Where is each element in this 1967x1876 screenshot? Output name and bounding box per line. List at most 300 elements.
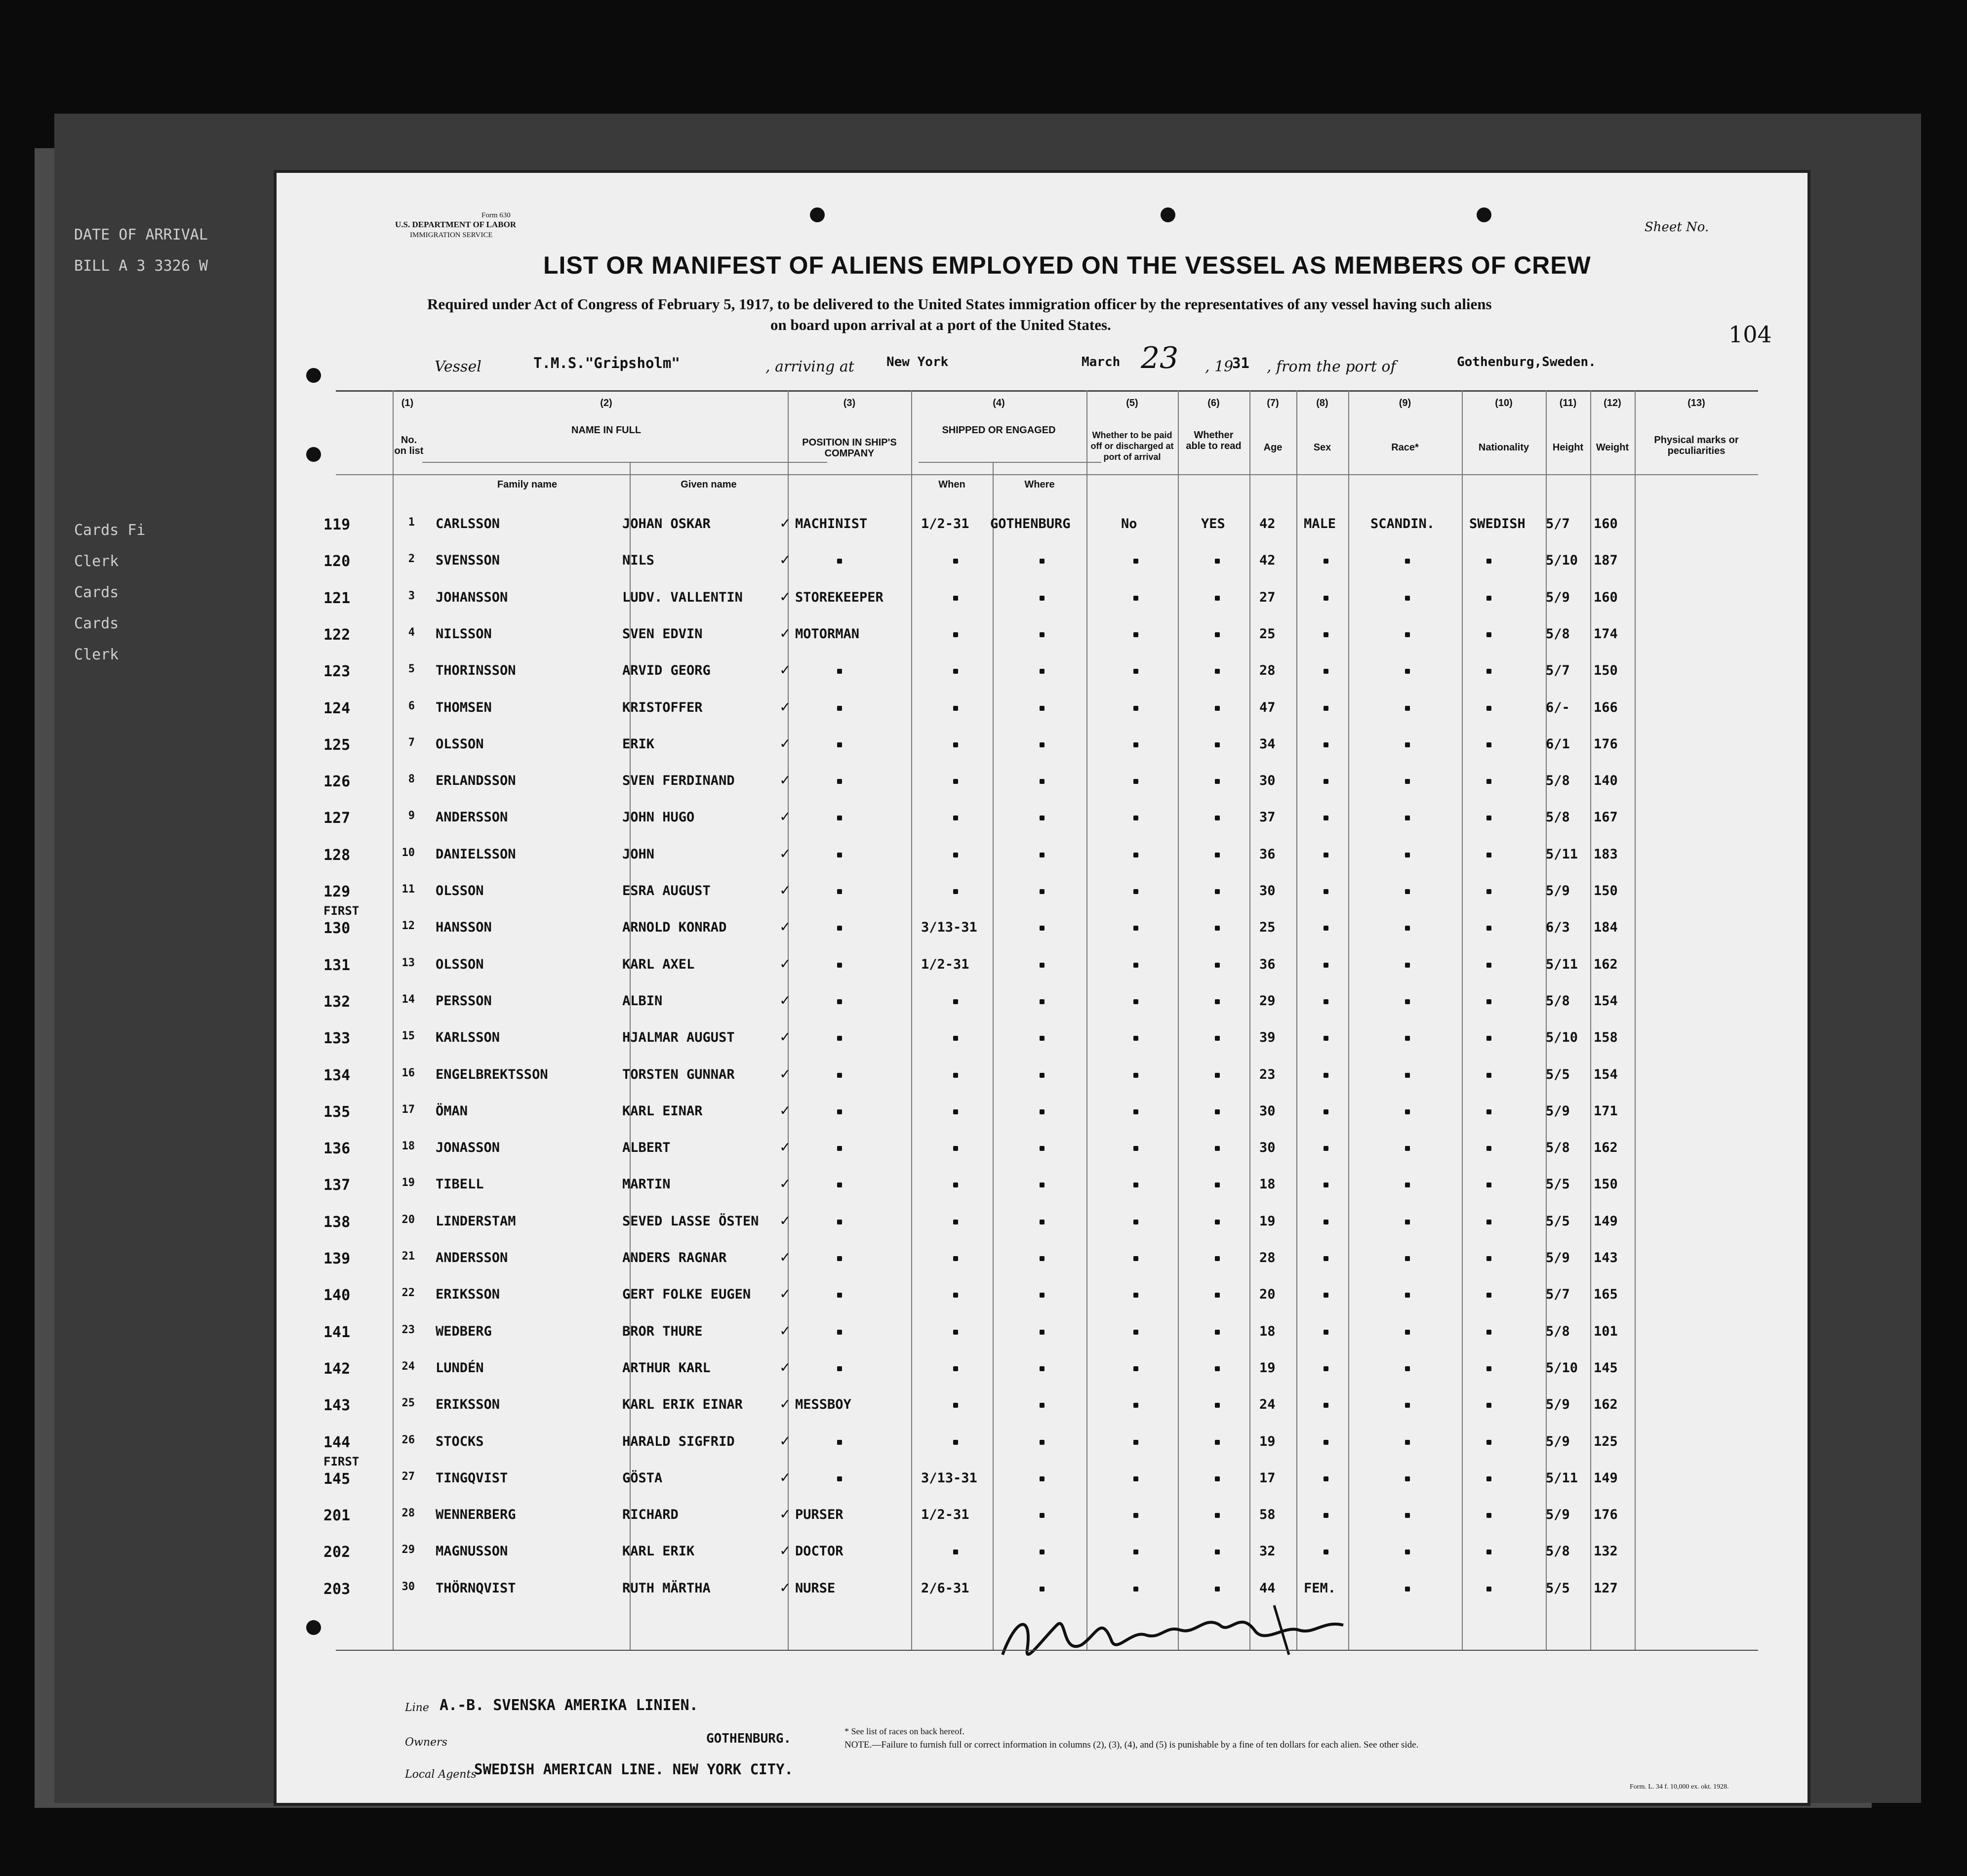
ditto-mark [1133,816,1138,820]
cell-height: 6/- [1546,699,1570,715]
ditto-mark [953,596,958,601]
cell-age: 47 [1259,699,1276,715]
ditto-mark [1324,596,1328,601]
ditto-mark [1324,1366,1328,1371]
ditto-mark [953,853,958,857]
ditto-mark [1486,1183,1491,1187]
ditto-mark [837,1183,842,1187]
cell-height: 5/9 [1546,883,1570,898]
ditto-mark [1405,1476,1410,1481]
cell-age: 25 [1259,920,1276,936]
ditto-mark [837,1109,842,1114]
ditto-mark [1486,1146,1491,1151]
ditto-mark [953,706,958,711]
ditto-mark [1486,1330,1491,1335]
cell-height: 5/5 [1546,1177,1570,1192]
cell-no: 26 [401,1433,415,1446]
ditto-mark [1133,1476,1138,1481]
ditto-mark [1324,963,1328,968]
ditto-mark [1324,779,1328,784]
cell-given: GÖSTA [622,1470,663,1486]
ditto-mark [1324,1256,1328,1261]
cell-given: ERIK [622,736,655,752]
cell-age: 27 [1259,589,1276,605]
cell-family: THOMSEN [436,699,492,715]
cell-age: 42 [1259,516,1276,531]
ditto-mark [1040,559,1044,564]
col13-num: (13) [1687,398,1705,408]
ditto-mark [1040,706,1044,711]
cell-weight: 187 [1594,553,1618,569]
cell-weight: 176 [1594,1507,1618,1523]
cell-family: JOHANSSON [436,589,508,605]
cell-no: 8 [408,773,415,786]
cell-weight: 162 [1594,1397,1618,1413]
cell-height: 6/1 [1546,736,1570,752]
cell-given: SEVED LASSE ÖSTEN [622,1213,759,1229]
col8-num: (8) [1316,398,1328,408]
cell-age: 17 [1259,1470,1276,1486]
row-ref-number: 126 [323,773,351,791]
col2-given-header: Given name [681,479,737,490]
cell-age: 34 [1259,736,1276,752]
cell-age: 30 [1259,1103,1276,1119]
check-mark-icon: ✓ [780,990,790,1009]
cell-no: 18 [401,1140,415,1153]
page-number: 104 [1728,321,1772,348]
cell-given: SVEN EDVIN [622,626,703,642]
cell-height: 5/5 [1546,1213,1570,1229]
check-mark-icon: ✓ [780,1357,790,1376]
row-ref-number: 143 [323,1397,351,1415]
col5-num: (5) [1126,398,1138,408]
check-mark-icon: ✓ [780,550,790,569]
cards-line-4: Cards [74,615,119,632]
ditto-mark [1486,1403,1491,1408]
left-strip [74,212,262,706]
ditto-mark [1324,706,1328,711]
row-note: FIRST [323,904,360,918]
row-ref-number: 129 [323,883,351,900]
cell-height: 5/8 [1546,810,1570,825]
cell-position: MACHINIST [795,516,868,531]
col-rule [1348,390,1349,1650]
ditto-mark [1324,1440,1328,1445]
cell-no: 19 [401,1177,415,1189]
agents-value: SWEDISH AMERICAN LINE. NEW YORK CITY. [474,1761,794,1778]
ditto-mark [1324,1146,1328,1151]
cell-height: 5/9 [1546,1103,1570,1119]
cell-no: 28 [401,1507,415,1520]
check-mark-icon: ✓ [780,1137,790,1156]
ditto-mark [1405,596,1410,601]
ditto-mark [1040,1220,1044,1224]
cell-sex: MALE [1304,516,1336,531]
ditto-mark [1215,1403,1220,1408]
ditto-mark [1405,742,1410,747]
cell-when: 3/13-31 [921,1470,977,1486]
table-bottom-rule [336,1650,1758,1651]
ditto-mark [1040,1183,1044,1187]
ditto-mark [1405,706,1410,711]
col12-num: (12) [1604,398,1621,408]
cell-height: 5/5 [1546,1066,1570,1082]
check-mark-icon: ✓ [780,513,790,532]
check-mark-icon: ✓ [780,1027,790,1046]
cell-given: LUDV. VALLENTIN [622,589,743,605]
cell-weight: 101 [1594,1323,1618,1339]
ditto-mark [837,926,842,931]
check-mark-icon: ✓ [780,880,790,899]
check-mark-icon: ✓ [780,1174,790,1193]
cell-weight: 132 [1594,1544,1618,1559]
cell-height: 5/10 [1546,1030,1578,1046]
ditto-mark [1405,1403,1410,1408]
penalty-note: NOTE.—Failure to furnish full or correct information in columns (2), (3), (4), and (5) is punishable by a fine of ten dollars for each alien. See other side. [844,1740,1419,1750]
cell-age: 18 [1259,1323,1276,1339]
ditto-mark [1040,1146,1044,1151]
cell-height: 5/7 [1546,516,1570,531]
ditto-mark [1040,926,1044,931]
ditto-mark [953,1330,958,1335]
ditto-mark [1215,706,1220,711]
cell-height: 5/11 [1546,956,1578,972]
ditto-mark [1486,1256,1491,1261]
ditto-mark [1405,999,1410,1004]
cards-line-3: Cards [74,584,119,601]
row-ref-number: 140 [323,1287,351,1305]
ditto-mark [953,1073,958,1078]
ditto-mark [1040,1073,1044,1078]
punch-hole [306,1620,321,1635]
ditto-mark [1405,559,1410,564]
manifest-title: LIST OR MANIFEST OF ALIENS EMPLOYED ON THE VESSEL AS MEMBERS OF CREW [543,251,1591,279]
cell-family: LINDERSTAM [436,1213,516,1229]
ditto-mark [1215,669,1220,674]
cell-family: OLSSON [436,956,484,972]
col-rule [911,390,912,1650]
act-required-line-2: on board upon arrival at a port of the United States. [770,316,1111,333]
ditto-mark [1486,999,1491,1004]
check-mark-icon: ✓ [780,623,790,642]
ditto-mark [1405,853,1410,857]
ditto-mark [1040,816,1044,820]
col2-header: NAME IN FULL [571,425,642,436]
col-rule [993,462,994,1650]
cell-height: 5/8 [1546,1544,1570,1559]
cell-height: 5/8 [1546,993,1570,1009]
ditto-mark [1486,1366,1491,1371]
table-top-rule [336,390,1758,392]
cell-family: STOCKS [436,1433,484,1449]
ditto-mark [1133,1513,1138,1518]
check-mark-icon: ✓ [780,953,790,973]
cell-no: 9 [408,810,415,822]
col4-when-header: When [938,479,965,490]
cell-no: 30 [401,1580,415,1593]
cell-given: KARL EINAR [622,1103,703,1119]
ditto-mark [1324,926,1328,931]
cell-weight: 145 [1594,1360,1618,1376]
cell-no: 27 [401,1470,415,1483]
check-mark-icon: ✓ [780,807,790,826]
cards-line-2: Clerk [74,553,119,570]
cell-no: 17 [401,1103,415,1116]
ditto-mark [1486,1476,1491,1481]
ditto-mark [1486,1073,1491,1078]
ditto-mark [837,1366,842,1371]
cell-family: HANSSON [436,920,492,936]
ditto-mark [1133,669,1138,674]
cell-no: 29 [401,1544,415,1556]
ditto-mark [1040,999,1044,1004]
cell-age: 18 [1259,1177,1276,1192]
ditto-mark [1215,1073,1220,1078]
ditto-mark [1486,632,1491,637]
ditto-mark [1486,963,1491,968]
cell-height: 5/8 [1546,1323,1570,1339]
ditto-mark [1215,1183,1220,1187]
races-note: * See list of races on back hereof. [844,1726,964,1736]
cell-weight: 125 [1594,1433,1618,1449]
ditto-mark [1405,816,1410,820]
ditto-mark [1133,559,1138,564]
ditto-mark [1040,1366,1044,1371]
cell-no: 12 [401,920,415,933]
agents-label: Local Agents [405,1768,477,1781]
cell-age: 23 [1259,1066,1276,1082]
cell-height: 5/9 [1546,1433,1570,1449]
cell-given: ARTHUR KARL [622,1360,711,1376]
ditto-mark [1040,632,1044,637]
cell-given: JOHN HUGO [622,810,695,825]
row-note: FIRST [323,1454,360,1468]
cell-read: YES [1201,516,1225,531]
from-port-label: , from the port of [1267,358,1396,375]
punch-hole [1161,207,1175,222]
ditto-mark [1324,999,1328,1004]
punch-hole [1477,207,1491,222]
ditto-mark [953,1293,958,1298]
col-rule [1462,390,1463,1650]
cell-height: 5/7 [1546,1287,1570,1303]
ditto-mark [1486,1440,1491,1445]
ditto-mark [837,1440,842,1445]
arrival-year: 31 [1232,355,1249,371]
cell-age: 24 [1259,1397,1276,1413]
ditto-mark [1405,889,1410,894]
ditto-mark [1133,853,1138,857]
ditto-mark [1040,669,1044,674]
ditto-mark [837,1036,842,1041]
ditto-mark [1486,1220,1491,1224]
col-rule [788,390,789,1650]
ditto-mark [1133,1403,1138,1408]
cell-family: ÖMAN [436,1103,468,1119]
arrival-month: March [1082,355,1121,369]
ditto-mark [837,1073,842,1078]
row-ref-number: 144 [323,1433,351,1451]
cell-no: 11 [401,883,415,896]
ditto-mark [953,1440,958,1445]
ditto-mark [1040,1109,1044,1114]
ditto-mark [1133,1550,1138,1554]
ditto-mark [1215,1513,1220,1518]
manifest-sheet [277,173,1807,1803]
row-ref-number: 203 [323,1580,351,1598]
cell-given: SVEN FERDINAND [622,773,735,789]
cell-age: 29 [1259,993,1276,1009]
cell-family: ERLANDSSON [436,773,516,789]
ditto-mark [1040,779,1044,784]
cell-weight: 149 [1594,1470,1618,1486]
row-ref-number: 130 [323,920,351,938]
ditto-mark [1215,889,1220,894]
shipped-subheader-rule [919,462,1101,463]
check-mark-icon: ✓ [780,1394,790,1413]
cell-family: CARLSSON [436,516,500,531]
cell-family: JONASSON [436,1140,500,1156]
ditto-mark [837,853,842,857]
cell-family: ENGELBREKTSSON [436,1066,548,1082]
ditto-mark [1405,632,1410,637]
row-ref-number: 201 [323,1507,351,1525]
cell-position: DOCTOR [795,1544,843,1559]
department-label: U.S. DEPARTMENT OF LABOR [395,220,517,229]
ditto-mark [1486,853,1491,857]
cell-weight: 183 [1594,846,1618,862]
ditto-mark [1405,1293,1410,1298]
ditto-mark [837,1146,842,1151]
cell-family: THORINSSON [436,663,516,679]
ditto-mark [1133,779,1138,784]
ditto-mark [953,1220,958,1224]
ditto-mark [1133,1109,1138,1114]
col12-header: Weight [1596,442,1629,453]
ditto-mark [1133,632,1138,637]
signature [998,1595,1353,1674]
col13-header: Physical marks or peculiarities [1654,435,1739,456]
check-mark-icon: ✓ [780,660,790,679]
cell-weight: 143 [1594,1250,1618,1265]
cell-family: LUNDÉN [436,1360,484,1376]
sheet-no-label: Sheet No. [1645,220,1709,235]
row-ref-number: 142 [323,1360,351,1378]
row-ref-number: 133 [323,1030,351,1048]
arrival-day: 23 [1141,341,1179,375]
ditto-mark [953,632,958,637]
ditto-mark [1040,1036,1044,1041]
cell-age: 28 [1259,1250,1276,1265]
cell-no: 7 [408,736,415,749]
col-rule [1249,390,1250,1650]
ditto-mark [1324,1073,1328,1078]
ditto-mark [1133,1293,1138,1298]
ditto-mark [953,1366,958,1371]
ditto-mark [837,963,842,968]
cell-position: PURSER [795,1507,843,1523]
ditto-mark [953,1256,958,1261]
ditto-mark [1040,1403,1044,1408]
ditto-mark [1486,706,1491,711]
ditto-mark [1215,1550,1220,1554]
cell-family: OLSSON [436,736,484,752]
ditto-mark [1486,742,1491,747]
col-rule [393,390,394,1650]
ditto-mark [1486,669,1491,674]
cell-age: 30 [1259,883,1276,898]
ditto-mark [1133,926,1138,931]
ditto-mark [1040,1330,1044,1335]
ditto-mark [953,889,958,894]
ditto-mark [1215,1256,1220,1261]
ditto-mark [1133,963,1138,968]
cell-family: TINGQVIST [436,1470,508,1486]
ditto-mark [1040,889,1044,894]
ditto-mark [1215,1293,1220,1298]
cell-given: TORSTEN GUNNAR [622,1066,735,1082]
ditto-mark [837,706,842,711]
cell-family: ERIKSSON [436,1287,500,1303]
cell-weight: 140 [1594,773,1618,789]
cell-height: 5/8 [1546,626,1570,642]
col10-num: (10) [1495,398,1513,408]
ditto-mark [1486,1587,1491,1591]
ditto-mark [1405,1183,1410,1187]
ditto-mark [1040,963,1044,968]
ditto-mark [1405,1366,1410,1371]
ditto-mark [837,1220,842,1224]
check-mark-icon: ✓ [780,696,790,716]
ditto-mark [1133,999,1138,1004]
ditto-mark [837,1256,842,1261]
cell-age: 44 [1259,1580,1276,1596]
cell-family: TIBELL [436,1177,484,1192]
cell-given: JOHAN OSKAR [622,516,711,531]
cell-when: 1/2-31 [921,516,969,531]
cell-age: 39 [1259,1030,1276,1046]
cell-given: RICHARD [622,1507,679,1523]
ditto-mark [1324,1293,1328,1298]
row-ref-number: 128 [323,846,351,864]
ditto-mark [953,742,958,747]
ditto-mark [1324,632,1328,637]
date-of-arrival-label: DATE OF ARRIVAL [74,226,208,244]
ditto-mark [837,889,842,894]
col-rule [1296,390,1297,1650]
row-ref-number: 145 [323,1470,351,1488]
cell-height: 5/11 [1546,846,1578,862]
check-mark-icon: ✓ [780,1063,790,1083]
ditto-mark [837,559,842,564]
col-rule [1635,390,1636,1650]
row-ref-number: 137 [323,1177,351,1194]
ditto-mark [1215,596,1220,601]
ditto-mark [1215,742,1220,747]
ditto-mark [1324,1513,1328,1518]
ditto-mark [1324,1403,1328,1408]
ditto-mark [1324,853,1328,857]
cell-given: JOHN [622,846,655,862]
ditto-mark [1215,1330,1220,1335]
col6-header: Whether able to read [1186,430,1242,451]
ditto-mark [1215,1440,1220,1445]
form-number: Form 630 [482,211,511,219]
ditto-mark [1486,596,1491,601]
ditto-mark [1324,1183,1328,1187]
cell-age: 42 [1259,553,1276,569]
ditto-mark [1040,1476,1044,1481]
